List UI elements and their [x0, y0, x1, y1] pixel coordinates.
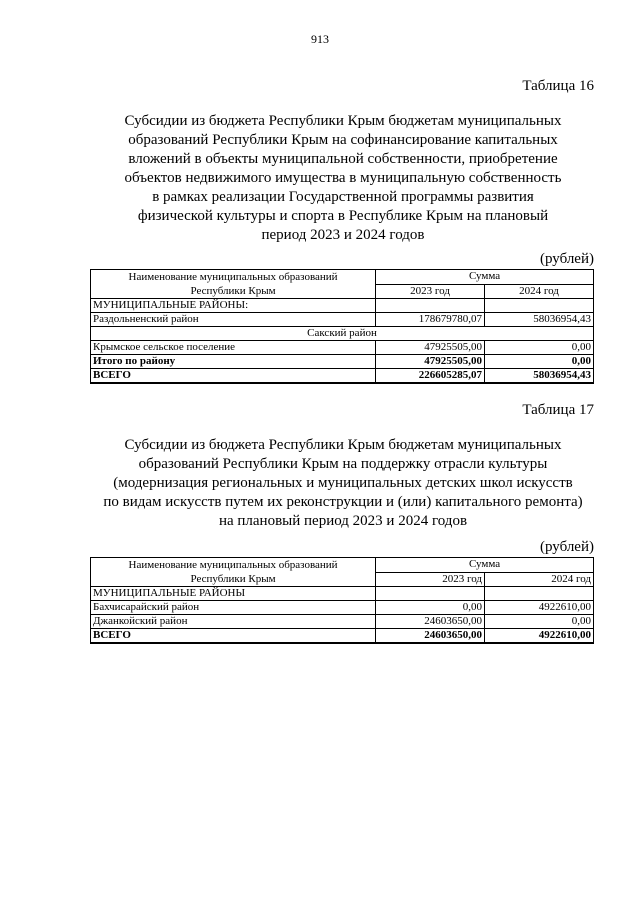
- table-row-subtotal: [91, 355, 594, 369]
- table-row: [91, 313, 594, 327]
- header-year-2024: 2024 год: [485, 284, 594, 299]
- row-name: Бахчисарайский район: [91, 601, 376, 615]
- header-sum: Сумма: [376, 270, 594, 285]
- table-row: [91, 601, 594, 615]
- header-year-2023: 2023 год: [376, 284, 485, 299]
- table-row-total: [91, 369, 594, 384]
- header-name-line1: Наименование муниципальных образований: [128, 271, 338, 283]
- header-name-line1: Наименование муниципальных образований: [128, 559, 338, 571]
- title-line: образований Республики Крым на софинансирование капитальных: [128, 132, 558, 148]
- row-value-2023: 24603650,00: [376, 615, 485, 629]
- row-name: Крымское сельское поселение: [91, 341, 376, 355]
- row-value-2024: 4922610,00: [485, 629, 594, 644]
- row-value-2024: 58036954,43: [485, 313, 594, 327]
- header-year-2024: 2024 год: [485, 572, 594, 587]
- row-name: ВСЕГО: [91, 629, 376, 644]
- title-line: на плановый период 2023 и 2024 годов: [218, 513, 468, 529]
- table-16-unit: (рублей): [539, 251, 594, 267]
- header-name-cell: [91, 270, 376, 299]
- table-row: [91, 615, 594, 629]
- table-row: [91, 341, 594, 355]
- row-value-2024: 0,00: [485, 615, 594, 629]
- row-value-2023: 226605285,07: [376, 369, 485, 384]
- row-value-2023: 178679780,07: [376, 313, 485, 327]
- subheader-sakskiy: Сакский район: [91, 327, 594, 341]
- title-line: период 2023 и 2024 годов: [261, 227, 425, 243]
- table-16-title: [90, 112, 596, 245]
- header-name-line2: Республики Крым: [190, 573, 276, 585]
- row-name: МУНИЦИПАЛЬНЫЕ РАЙОНЫ:: [91, 299, 376, 313]
- row-name: Раздольненский район: [91, 313, 376, 327]
- row-name: Итого по району: [91, 355, 376, 369]
- row-value-2023: 0,00: [376, 601, 485, 615]
- table-header-row: [91, 558, 594, 573]
- header-name-cell: [91, 558, 376, 587]
- row-name: Джанкойский район: [91, 615, 376, 629]
- row-value-2023: [376, 587, 485, 601]
- table-row-total: [91, 629, 594, 644]
- row-name: ВСЕГО: [91, 369, 376, 384]
- title-line: физической культуры и спорта в Республике Крым на плановый: [137, 208, 549, 224]
- title-line: вложений в объекты муниципальной собственности, приобретение: [128, 151, 558, 167]
- header-sum: Сумма: [376, 558, 594, 573]
- table-header-row: [91, 270, 594, 285]
- row-value-2023: 47925505,00: [376, 341, 485, 355]
- table-16-label: Таблица 16: [522, 78, 594, 94]
- row-value-2024: 4922610,00: [485, 601, 594, 615]
- title-line: Субсидии из бюджета Республики Крым бюджетам муниципальных: [124, 113, 562, 129]
- table-17-title: [90, 436, 596, 531]
- row-value-2024: [485, 299, 594, 313]
- table-17-unit: (рублей): [539, 539, 594, 555]
- title-line: в рамках реализации Государственной программы развития: [152, 189, 534, 205]
- title-line: Субсидии из бюджета Республики Крым бюджетам муниципальных: [124, 437, 562, 453]
- title-line: объектов недвижимого имущества в муниципальную собственность: [124, 170, 562, 186]
- row-value-2024: 58036954,43: [485, 369, 594, 384]
- row-value-2023: 47925505,00: [376, 355, 485, 369]
- row-value-2023: [376, 299, 485, 313]
- row-value-2024: 0,00: [485, 341, 594, 355]
- page-number: 913: [311, 32, 329, 46]
- row-name: МУНИЦИПАЛЬНЫЕ РАЙОНЫ: [91, 587, 376, 601]
- header-year-2023: 2023 год: [376, 572, 485, 587]
- table-row: [91, 587, 594, 601]
- title-line: по видам искусств путем их реконструкции и (или) капитального ремонта): [103, 494, 583, 510]
- title-line: образований Республики Крым на поддержку отрасли культуры: [138, 456, 548, 472]
- table-17-label: Таблица 17: [522, 402, 594, 418]
- title-line: (модернизация региональных и муниципальных детских школ искусств: [113, 475, 573, 491]
- row-value-2024: 0,00: [485, 355, 594, 369]
- header-name-line2: Республики Крым: [190, 285, 276, 297]
- table-subheader-row: [91, 327, 594, 341]
- table-17: [90, 557, 594, 644]
- table-row: [91, 299, 594, 313]
- row-value-2023: 24603650,00: [376, 629, 485, 644]
- row-value-2024: [485, 587, 594, 601]
- table-16: [90, 269, 594, 384]
